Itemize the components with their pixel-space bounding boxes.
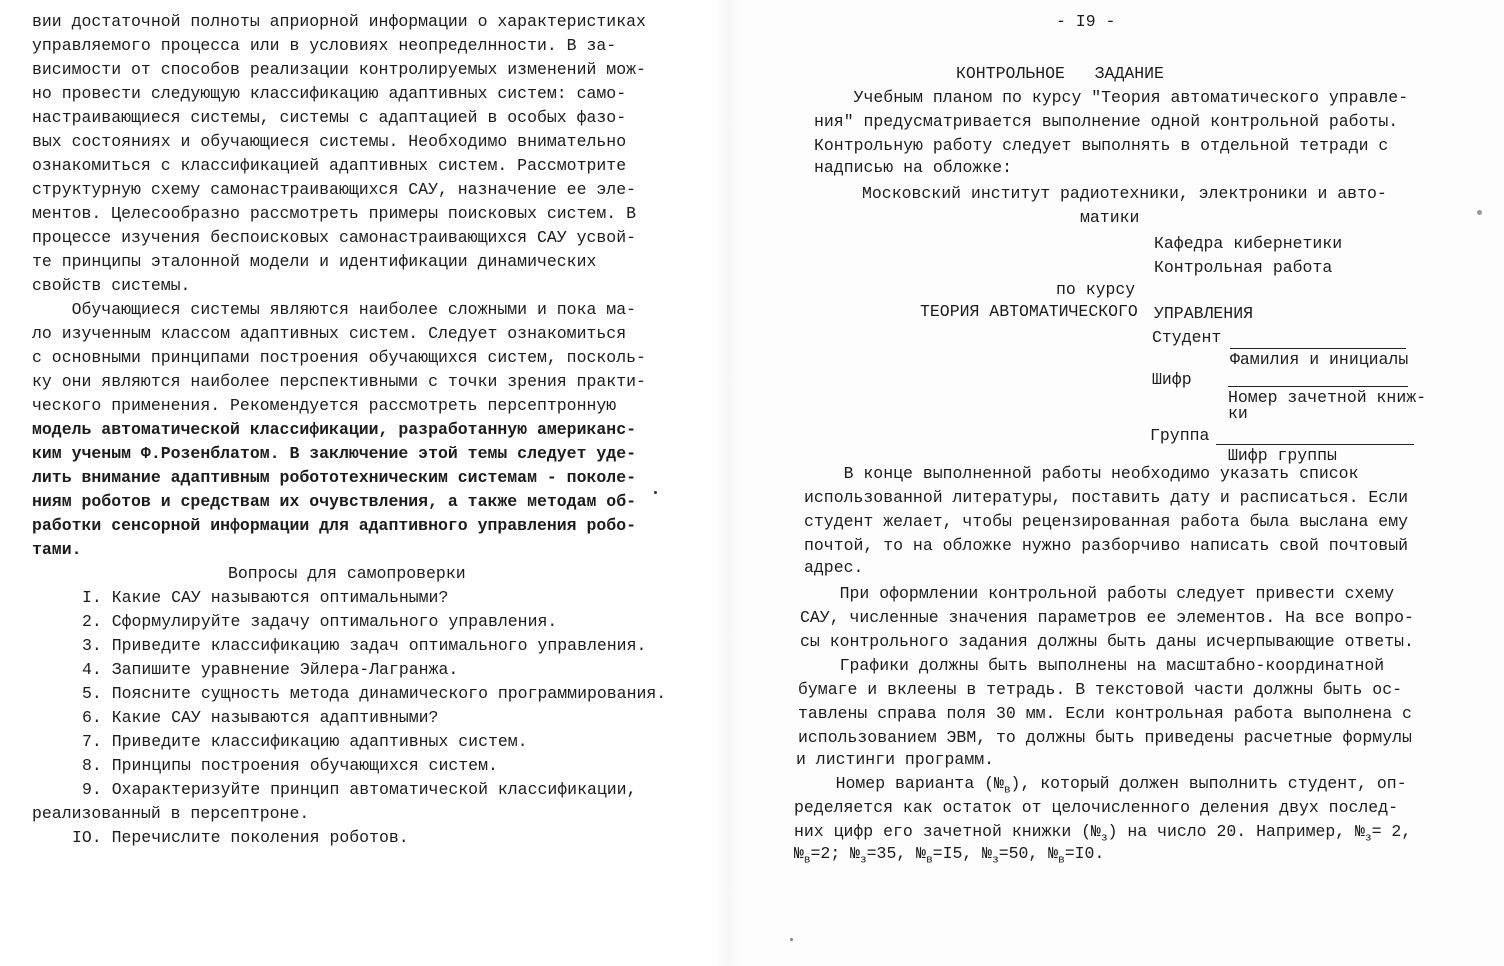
text-line-variant: Номер варианта $(№_в)$, который должен выполнить студент, оп- bbox=[796, 774, 1407, 797]
text-line: адрес. bbox=[804, 558, 864, 577]
question-item: 3. Приведите классификацию задач оптимального управления. bbox=[82, 636, 647, 655]
text-line: студент желает, чтобы рецензированная работа была выслана ему bbox=[804, 512, 1408, 531]
text-line: с основными принципами построения обучающихся систем, посколь- bbox=[32, 348, 646, 367]
cover-work-type: Контрольная работа bbox=[1154, 258, 1333, 277]
question-item: 6. Какие САУ называются адаптивными? bbox=[82, 708, 439, 727]
cover-institute-cont: матики bbox=[1080, 208, 1140, 227]
text-line: ределяется как остаток от целочисленного деления двух послед- bbox=[794, 798, 1398, 817]
cover-department: Кафедра кибернетики bbox=[1154, 234, 1343, 253]
question-item: 2. Сформулируйте задачу оптимального управления. bbox=[82, 612, 558, 631]
text-line: использованной литературы, поставить дату и расписаться. Если bbox=[804, 488, 1408, 507]
text-line: но провести следующую классификацию адаптивных систем: само- bbox=[32, 84, 627, 103]
scan-speck bbox=[654, 491, 657, 494]
section-title: КОНТРОЛЬНОЕ ЗАДАНИЕ bbox=[956, 64, 1164, 83]
question-item: I. Какие САУ называются оптимальными? bbox=[82, 588, 449, 607]
text-line: Контрольную работу следует выполнять в отдельной тетради с bbox=[814, 136, 1389, 155]
text-line: вых состояниях и обучающиеся системы. Необходимо внимательно bbox=[32, 132, 627, 151]
question-item: 4. Запишите уравнение Эйлера-Лагранжа. bbox=[82, 660, 459, 679]
text-line: ниям роботов и средствам их очувствления, а также методам об- bbox=[32, 492, 636, 511]
page-number: - I9 - bbox=[1056, 12, 1116, 31]
cover-group-hint: Шифр группы bbox=[1228, 446, 1337, 465]
text-line: управляемого процесса или в условиях неопределнности. В за- bbox=[32, 36, 617, 55]
cover-institute: Московский институт радиотехники, электроники и авто- bbox=[862, 184, 1387, 203]
text-line: почтой, то на обложке нужно разборчиво написать свой почтовый bbox=[804, 536, 1408, 555]
cover-cipher-label: Шифр bbox=[1152, 370, 1192, 389]
question-item-continuation: реализованный в персептроне. bbox=[32, 804, 310, 823]
blank-line bbox=[1216, 444, 1414, 445]
text-line: ментов. Целесообразно рассмотреть примеры поисковых систем. В bbox=[32, 204, 636, 223]
text-line: надписью на обложке: bbox=[814, 158, 1013, 177]
text-line: Обучающиеся системы являются наиболее сложными и пока ма- bbox=[32, 300, 636, 319]
scan-speck bbox=[1477, 210, 1482, 215]
questions-heading: Вопросы для самопроверки bbox=[228, 564, 466, 583]
text-line: модель автоматической классификации, разработанную американс- bbox=[32, 420, 636, 439]
text-line: вии достаточной полноты априорной информации о характеристиках bbox=[32, 12, 646, 31]
text-line: ознакомиться с классификацией адаптивных систем. Рассмотрите bbox=[32, 156, 627, 175]
question-item: 5. Поясните сущность метода динамического программирования. bbox=[82, 684, 667, 703]
text-line: В конце выполненной работы необходимо указать список bbox=[804, 464, 1359, 483]
question-item: 7. Приведите классификацию адаптивных систем. bbox=[82, 732, 528, 751]
text-line-variant: $№_в=2$; $№_з=35$, $№_в=I5$, $№_з=50$, $№_в=I0$. bbox=[794, 844, 1105, 867]
cover-course-prefix: по курсу bbox=[1056, 280, 1136, 299]
text-line: и листинги программ. bbox=[796, 750, 995, 769]
text-line: тами. bbox=[32, 540, 82, 559]
cover-cipher-hint: Номер зачетной книж- bbox=[1228, 388, 1427, 407]
cover-group-label: Группа bbox=[1150, 426, 1210, 445]
cover-student-hint: Фамилия и инициалы bbox=[1230, 350, 1409, 369]
text-line: работки сенсорной информации для адаптивного управления робо- bbox=[32, 516, 636, 535]
text-line: ло изученным классом адаптивных систем. Следует ознакомиться bbox=[32, 324, 627, 343]
text-line: структурную схему самонастраивающихся САУ, назначение ее эле- bbox=[32, 180, 636, 199]
scan-speck bbox=[790, 938, 793, 941]
text-line-variant: них цифр его зачетной книжки $(№_з)$ на число 20. Например, $№_з= 2$, bbox=[794, 822, 1412, 845]
text-line: свойств системы. bbox=[32, 276, 191, 295]
question-item: 9. Охарактеризуйте принцип автоматической классификации, bbox=[82, 780, 637, 799]
text-line: те принципы эталонной модели и идентификации динамических bbox=[32, 252, 597, 271]
cover-course-name-cont: УПРАВЛЕНИЯ bbox=[1154, 304, 1254, 323]
text-line: ния" предусматривается выполнение одной контрольной работы. bbox=[814, 112, 1399, 131]
blank-line bbox=[1228, 386, 1408, 387]
text-line: бумаге и вклеены в тетрадь. В текстовой части должны быть ос- bbox=[798, 680, 1402, 699]
text-line: Графики должны быть выполнены на масштабно-координатной bbox=[800, 656, 1385, 675]
text-line: тавлены справа поля 30 мм. Если контрольная работа выполнена с bbox=[798, 704, 1412, 723]
text-line: Учебным планом по курсу "Теория автоматического управле- bbox=[814, 88, 1409, 107]
right-page bbox=[740, 0, 1504, 966]
text-line: САУ, численные значения параметров ее элементов. На все вопро- bbox=[800, 608, 1414, 627]
text-line: настраивающиеся системы, системы с адаптацией в особых фазо- bbox=[32, 108, 627, 127]
text-line: ческого применения. Рекомендуется рассмотреть персептронную bbox=[32, 396, 617, 415]
text-line: сы контрольного задания должны быть даны исчерпывающие ответы. bbox=[800, 632, 1414, 651]
cover-course-name: ТЕОРИЯ АВТОМАТИЧЕСКОГО bbox=[920, 302, 1138, 321]
text-line: процессе изучения беспоисковых самонастраивающихся САУ усвой- bbox=[32, 228, 636, 247]
text-line: висимости от способов реализации контролируемых изменений мож- bbox=[32, 60, 646, 79]
text-line: использованием ЭВМ, то должны быть приведены расчетные формулы bbox=[798, 728, 1412, 747]
text-line: лить внимание адаптивным робототехническим системам - поколе- bbox=[32, 468, 636, 487]
blank-line bbox=[1230, 348, 1406, 349]
text-line: ким ученым Ф.Розенблатом. В заключение этой темы следует уде- bbox=[32, 444, 636, 463]
question-item: 8. Принципы построения обучающихся систем. bbox=[82, 756, 498, 775]
cover-student-label: Студент bbox=[1152, 328, 1222, 347]
left-page bbox=[0, 0, 740, 966]
question-item: IO. Перечислите поколения роботов. bbox=[72, 828, 409, 847]
cover-cipher-hint-cont: ки bbox=[1228, 404, 1248, 423]
page-gutter bbox=[716, 0, 740, 966]
text-line: ку они являются наиболее перспективными с точки зрения практи- bbox=[32, 372, 646, 391]
text-line: При оформлении контрольной работы следует привести схему bbox=[800, 584, 1395, 603]
